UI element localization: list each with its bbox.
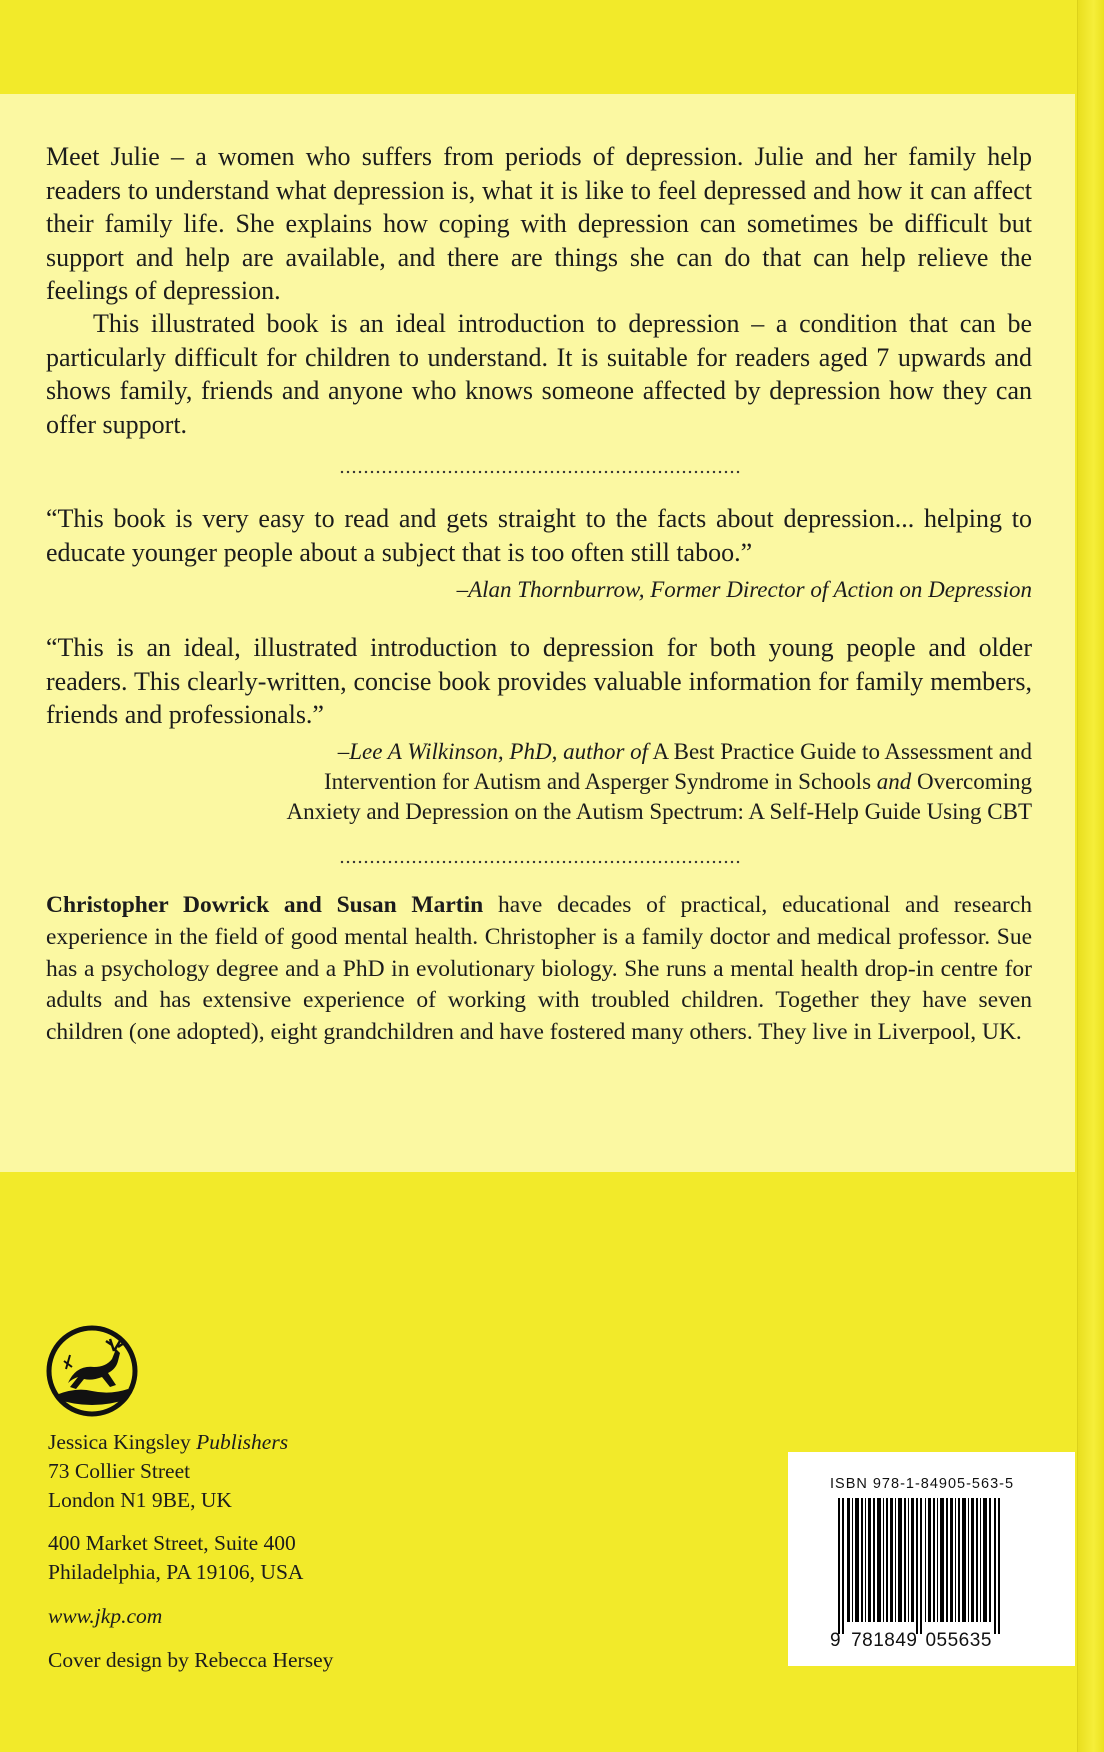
review-quote-1: “This book is very easy to read and gets straight to the facts about depression... helping to educate younger people about a subject that is too often still taboo.” [46, 504, 1032, 567]
blurb-paragraph-2: This illustrated book is an ideal introduction to depression – a condition that can be particularly difficult for children to understand. It is suitable for readers aged 7 upwards and shows family, friends and anyone who knows someone affected by depression how they can offer support. [46, 309, 1032, 439]
dotted-divider [339, 860, 741, 864]
book-title-1-cont: Intervention for Autism and Asperger Syndrome in Schools [323, 769, 872, 794]
cover-design-credit: Cover design by Rebecca Hersey [48, 1648, 334, 1672]
blurb-paragraph-1: Meet Julie – a women who suffers from periods of depression. Julie and her family help readers to understand what depression is, what it is like to feel depressed and how it can affect their family life. She explains how coping with depression can sometimes be difficult but support and help are available, and there are things she can do that can help relieve the feelings of depression. [46, 142, 1032, 305]
barcode-digits [830, 1630, 1030, 1652]
attribution-2-name: –Lee A Wilkinson, PhD, author of [337, 739, 649, 764]
dotted-divider [339, 470, 741, 474]
spine-edge [1077, 0, 1104, 1752]
author-bio [46, 890, 1032, 1049]
barcode-panel [788, 1452, 1075, 1666]
review-quote-2: “This is an ideal, illustrated introduction to depression for both young people and older readers. This clearly-written, concise book provides valuable information for family members, friends and professionals.” [46, 633, 1032, 729]
barcode-icon [828, 1498, 1018, 1634]
attribution-1-text: –Alan Thornburrow, Former Director of Action on Depression [456, 577, 1032, 602]
publisher-address-us-2: Philadelphia, PA 19106, USA [48, 1560, 304, 1584]
publisher-name-main: Jessica Kingsley [48, 1430, 191, 1454]
book-title-2-cont: Anxiety and Depression on the Autism Spectrum: A Self-Help Guide Using CBT [286, 799, 1032, 824]
review-attribution-1 [457, 575, 1032, 605]
publisher-website: www.jkp.com [48, 1604, 163, 1628]
barcode-digit-group-2: 055635 [925, 1630, 992, 1651]
publisher-address-uk-2: London N1 9BE, UK [48, 1488, 232, 1512]
publisher-name-italic: Publishers [196, 1430, 289, 1454]
isbn-label: ISBN 978-1-84905-563-5 [830, 1476, 1015, 1492]
conjunction: and [876, 769, 912, 794]
barcode-digit-group-1: 781849 [851, 1630, 918, 1651]
author-names: Christopher Dowrick and Susan Martin [46, 892, 484, 918]
publisher-address-uk-1: 73 Collier Street [48, 1459, 191, 1483]
bio-text: have decades of practical, educational and research experience in the field of good mental health. Christopher is a family doctor and medical professor. Sue has a psychology degree and a PhD in evolutionary biology. She runs a mental health drop-in centre for adults and has extensive experience of working with troubled children. Together they have seven children (one adopted), eight grandchildren and have fostered many others. They live in Liverpool, UK. [46, 892, 1032, 1046]
book-title-2: Overcoming [917, 769, 1032, 794]
review-attribution-2 [286, 737, 1032, 827]
publisher-address-us-1: 400 Market Street, Suite 400 [48, 1531, 296, 1555]
publisher-name [48, 1428, 288, 1457]
leaping-deer-logo-icon [46, 1325, 138, 1417]
barcode-digit-first: 9 [830, 1630, 842, 1651]
book-title-1: A Best Practice Guide to Assessment and [652, 739, 1032, 764]
